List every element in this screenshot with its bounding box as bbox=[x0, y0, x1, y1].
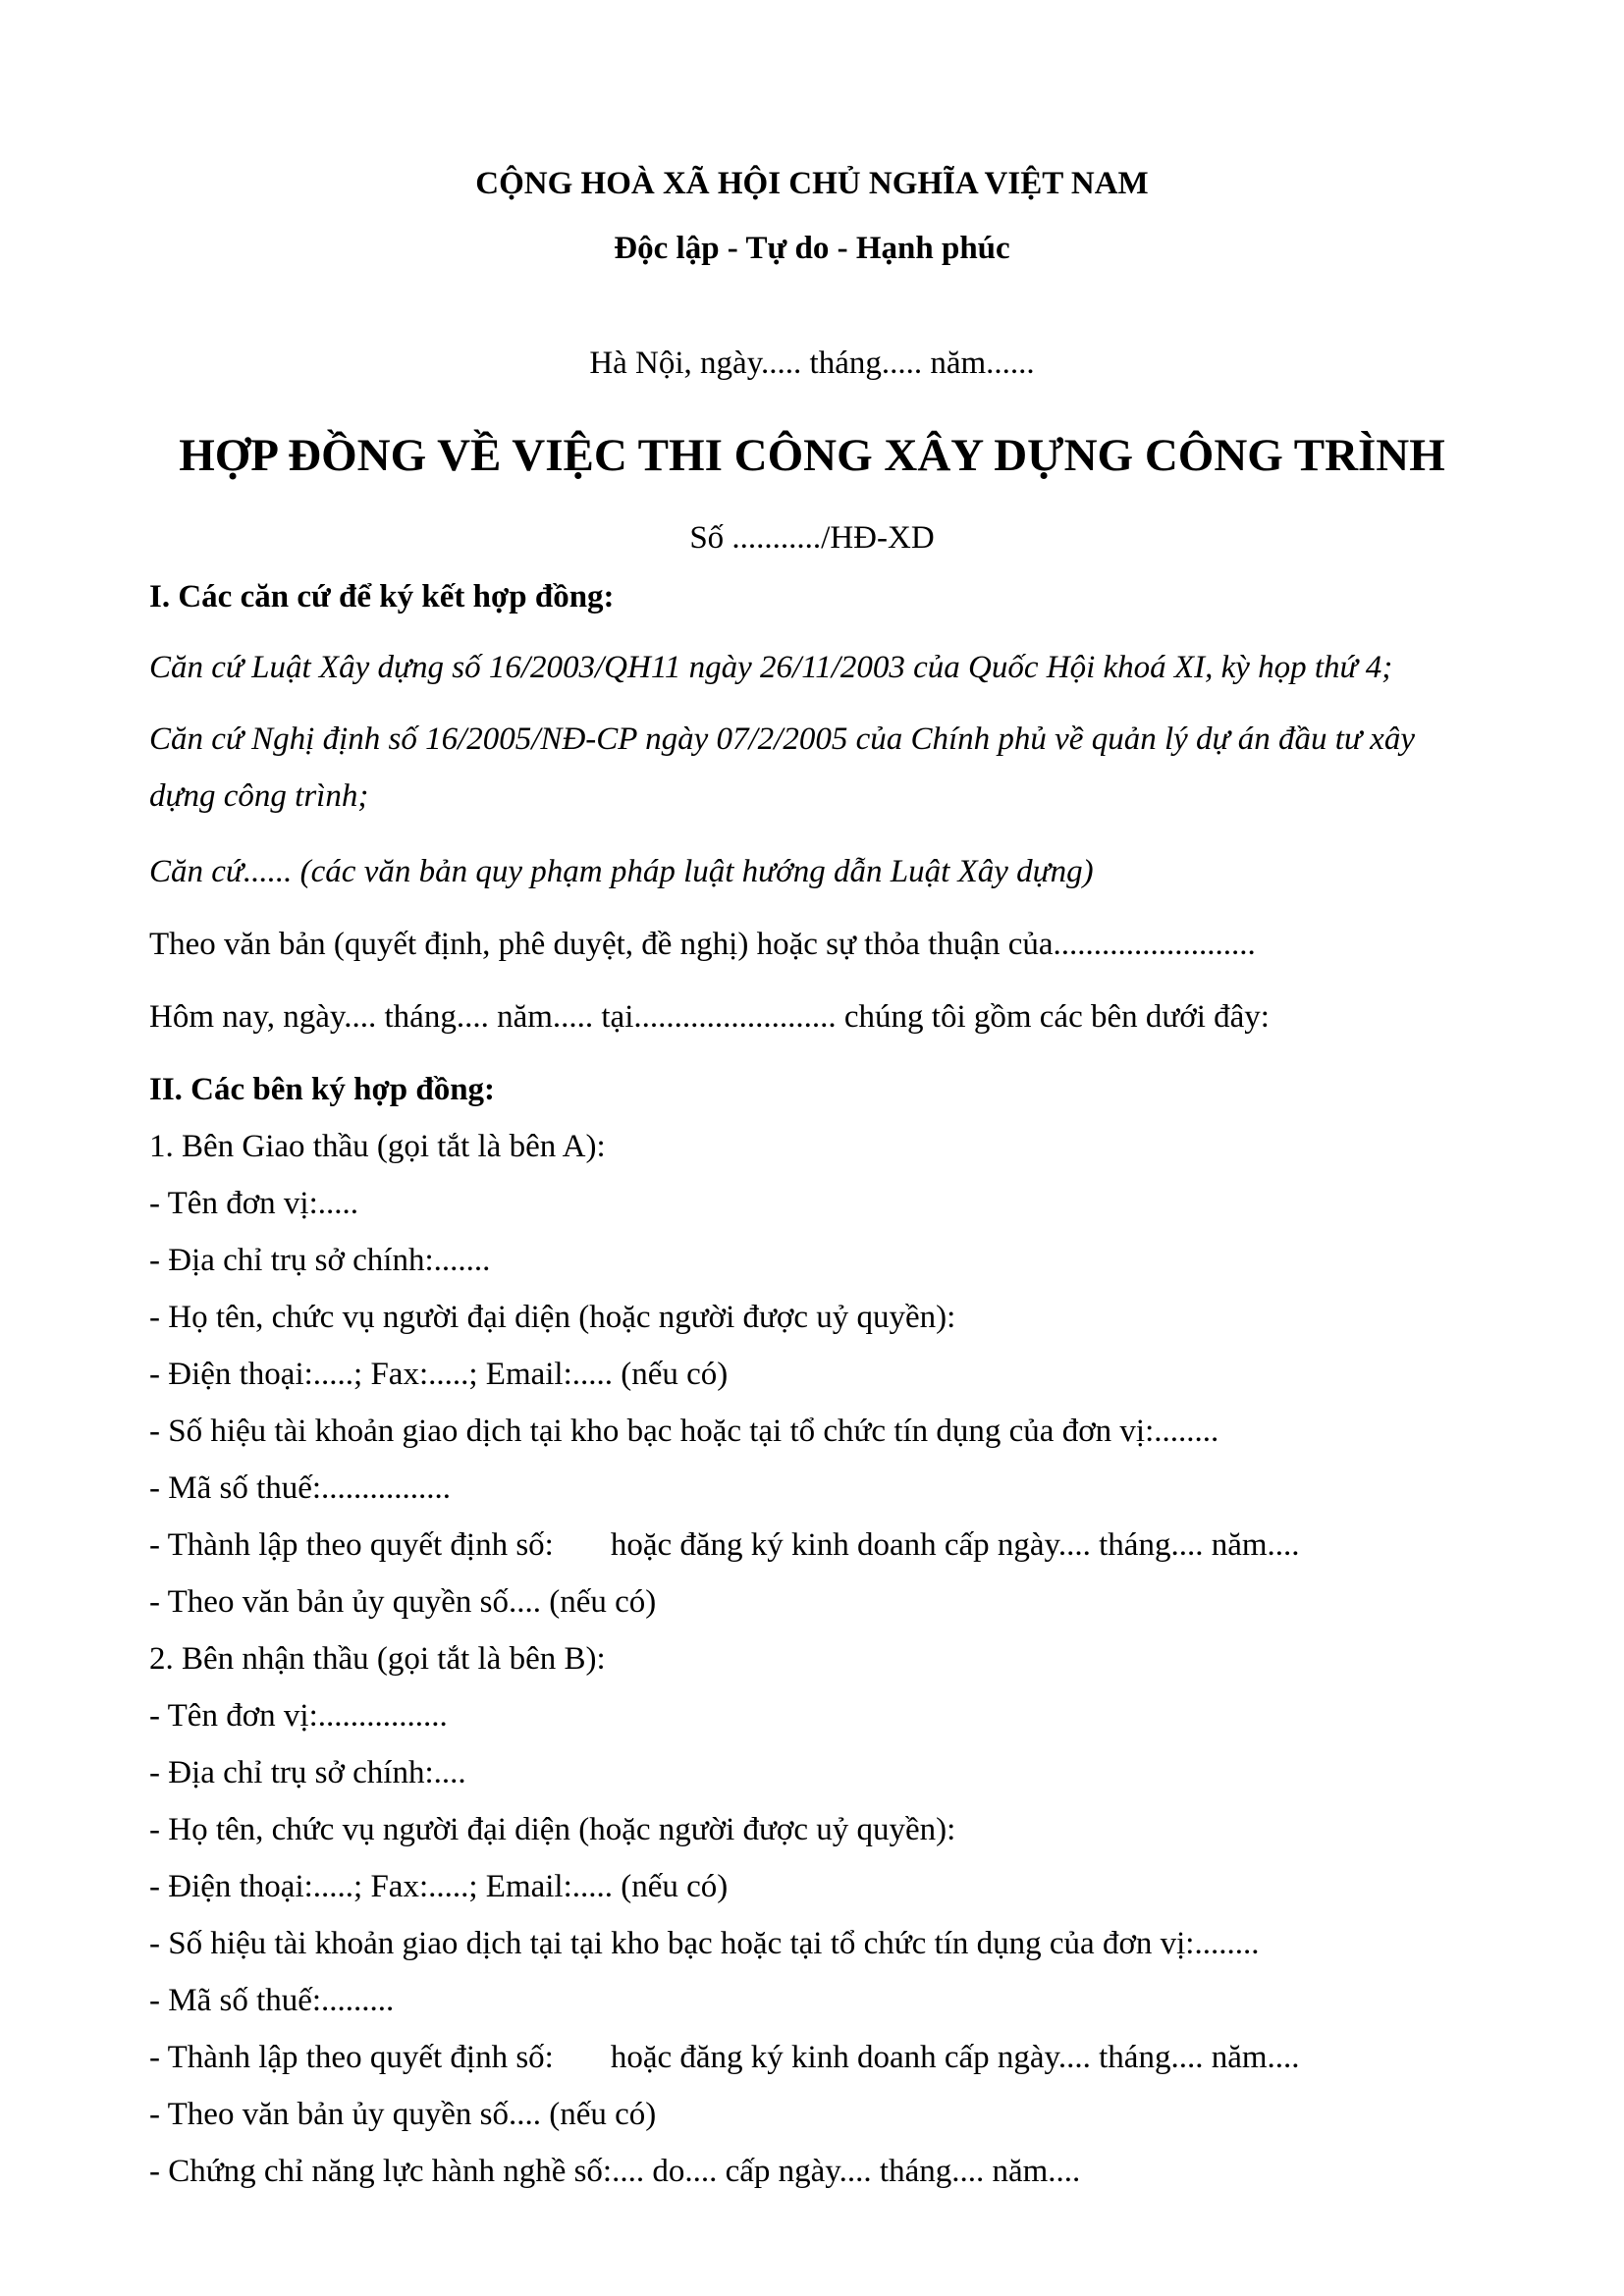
party-a-established bbox=[149, 1525, 1300, 1565]
party-b-established bbox=[149, 2038, 1300, 2077]
section-1-heading: I. Các căn cứ để ký kết hợp đồng: bbox=[149, 579, 615, 614]
party-b-name: - Tên đơn vị:................ bbox=[149, 1698, 448, 1734]
legal-basis-1: Căn cứ Luật Xây dựng số 16/2003/QH11 ngày 26/11/2003 của Quốc Hội khoá XI, kỳ họp thứ 4; bbox=[149, 650, 1393, 685]
legal-basis-4: Theo văn bản (quyết định, phê duyệt, đề nghị) hoặc sự thỏa thuận của......................... bbox=[149, 927, 1256, 962]
party-a-title: 1. Bên Giao thầu (gọi tắt là bên A): bbox=[149, 1129, 606, 1164]
legal-basis-2-line-1: Căn cứ Nghị định số 16/2005/NĐ-CP ngày 07/2/2005 của Chính phủ về quản lý dự án đầu tư xây bbox=[149, 721, 1415, 757]
party-a-contact: - Điện thoại:.....; Fax:.....; Email:..... (nếu có) bbox=[149, 1357, 729, 1392]
national-motto: Độc lập - Tự do - Hạnh phúc bbox=[614, 231, 1010, 266]
party-b-authorization: - Theo văn bản ủy quyền số.... (nếu có) bbox=[149, 2097, 657, 2132]
party-b-tax: - Mã số thuế:......... bbox=[149, 1983, 395, 2018]
meeting-statement: Hôm nay, ngày.... tháng.... năm..... tại......................... chúng tôi gồm các bên dưới đây: bbox=[149, 999, 1270, 1035]
party-b-contact: - Điện thoại:.....; Fax:.....; Email:..... (nếu có) bbox=[149, 1869, 729, 1904]
party-b-address: - Địa chỉ trụ sở chính:.... bbox=[149, 1755, 466, 1790]
party-a-representative: - Họ tên, chức vụ người đại diện (hoặc người được uỷ quyền): bbox=[149, 1300, 956, 1335]
section-2-heading: II. Các bên ký hợp đồng: bbox=[149, 1072, 496, 1107]
party-a-tax: - Mã số thuế:................ bbox=[149, 1470, 452, 1506]
party-b-established-registration: hoặc đăng ký kinh doanh cấp ngày.... tháng.... năm.... bbox=[610, 2040, 1300, 2075]
party-a-name: - Tên đơn vị:..... bbox=[149, 1186, 358, 1221]
party-b-established-decision: - Thành lập theo quyết định số: bbox=[149, 2040, 554, 2075]
legal-basis-3: Căn cứ...... (các văn bản quy phạm pháp luật hướng dẫn Luật Xây dựng) bbox=[149, 854, 1094, 889]
party-b-certificate: - Chứng chỉ năng lực hành nghề số:.... do.... cấp ngày.... tháng.... năm.... bbox=[149, 2154, 1081, 2189]
party-a-established-decision: - Thành lập theo quyết định số: bbox=[149, 1527, 554, 1563]
party-b-representative: - Họ tên, chức vụ người đại diện (hoặc người được uỷ quyền): bbox=[149, 1812, 956, 1847]
legal-basis-2-line-2: dựng công trình; bbox=[149, 778, 369, 814]
party-a-bank: - Số hiệu tài khoản giao dịch tại kho bạc hoặc tại tổ chức tín dụng của đơn vị:........ bbox=[149, 1414, 1219, 1449]
place-date: Hà Nội, ngày..... tháng..... năm...... bbox=[589, 346, 1035, 381]
party-b-bank: - Số hiệu tài khoản giao dịch tại tại kho bạc hoặc tại tổ chức tín dụng của đơn vị:........ bbox=[149, 1926, 1260, 1961]
party-b-title: 2. Bên nhận thầu (gọi tắt là bên B): bbox=[149, 1641, 606, 1677]
party-a-established-registration: hoặc đăng ký kinh doanh cấp ngày.... tháng.... năm.... bbox=[610, 1527, 1300, 1563]
party-a-authorization: - Theo văn bản ủy quyền số.... (nếu có) bbox=[149, 1584, 657, 1620]
contract-title: HỢP ĐỒNG VỀ VIỆC THI CÔNG XÂY DỰNG CÔNG TRÌNH bbox=[179, 430, 1445, 481]
country-name: CỘNG HOÀ XÃ HỘI CHỦ NGHĨA VIỆT NAM bbox=[475, 166, 1149, 201]
party-a-address: - Địa chỉ trụ sở chính:....... bbox=[149, 1243, 491, 1278]
contract-number: Số .........../HĐ-XD bbox=[689, 520, 935, 556]
